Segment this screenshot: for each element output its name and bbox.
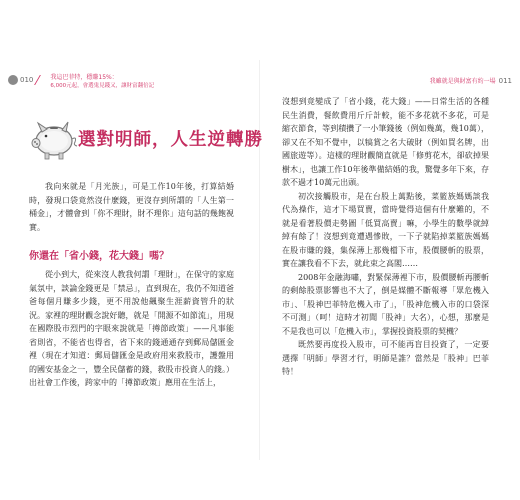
left-header-text — [50, 74, 154, 90]
right-body-paragraph: 初次接觸股市，是在台股上萬點後，菜籃族媽媽談我代為操作，這才下場買賣，當時覺得這個有什麼難的，不就是看著股價走勢圖「低買高賣」嘛，小學生的數學就綽綽有餘了！沒想到竟遭遇慘敗，一下子就陷掉菜籃族媽媽在股市賺的錢，集保薄上那幾檔下市，股價腰斬的股票，實在讓我看不下去，就此束之高閣…… — [282, 191, 489, 268]
right-body-paragraph: 2008年金融海嘯，對緊保薄裡下市，股價腰斬再腰斬的剩餘股票影響也不大了，倒是媒體不斷報導「眾危機入市」、「股神巴菲特危機入市了」，「股神危機入市的口袋深不可測」（呵！這時才初聞「股神」大名），心想，那麼是不是我也可以「危機入市」，掌握投資股票的契機？ — [282, 272, 489, 336]
right-body-paragraphs — [282, 95, 489, 379]
left-body — [29, 268, 234, 390]
chapter-title-block — [28, 112, 263, 172]
left-header-line1: 我這巴菲特，穩賺15%： — [50, 74, 118, 81]
chapter-title: 選對明師，人生逆轉勝 — [78, 130, 263, 150]
right-body-paragraph: 沒想到竟變成了「省小錢，花大錢」——日常生活的各種民生消費，餐飲費用斤斤計較，能不多花就不多花，可是縮衣節食，等到積攢了一小筆錢後（例如幾萬，幾10萬），卻又在不知不覺中，以犒賞之名大破財（例如買名牌，出國旅遊等）。這樣的理財觀簡直就是「修剪花木，卻砍掉果樹木」，也讓工作10年後準備結婚的我，驚覺多年下來，存款不過才10萬元出頭。 — [282, 97, 489, 187]
left-page-number: 010 — [20, 76, 34, 84]
left-body-text: 從小到大，從來沒人教我何謂「理財」，在保守的家庭氣氛中，談論金錢更是「禁忌」，直到現在，我仍不知道爸爸每個月賺多少錢，更不用說他飆聚生涯薪資管升的狀況。家裡的理財觀念說好聽，就是「開源不如節流」，用現在國際股市烈門的字眼來說就是「撙節政策」——凡事能省則省，不能省也得省，省下來的錢通通存到郵局儲匯金裡（現在才知道：郵局儲匯金是政府用來救股市，護盤用的國安基金之一，豐全民儲蓄的錢，救股市投資人的錢。）出社會工作後，跨家中的「撙節政策」應用在生活上， — [29, 270, 234, 387]
right-body-paragraph: 既然要再度投入股市，可不能再盲目投資了，一定要選擇「明師」學習才行，明師是誰？當然是「股神」巴菲特！ — [282, 340, 489, 376]
intro-paragraph — [29, 180, 234, 234]
piggy-bank-icon — [28, 112, 80, 164]
right-running-header — [430, 76, 512, 85]
right-body — [282, 95, 489, 379]
right-header-text: 我雖就是與財富有約一場 — [429, 78, 496, 85]
right-page-number: 011 — [498, 76, 512, 85]
left-header-line2: 6,000元起，會選鬼見錢又，讓財富翻倍記 — [50, 83, 155, 89]
left-running-header — [8, 74, 154, 90]
header-divider — [34, 75, 51, 85]
page-marker-icon — [8, 75, 18, 85]
section-heading: 你還在「省小錢，花大錢」嗎？ — [29, 251, 169, 262]
intro-text: 我向來就是「月光族」，可是工作10年後，打算結婚時，發現口袋竟然沒什麼錢，更沒存到所謂的「人生第一桶金」，才體會到「你不理財，財不理你」這句話的幾飽視實。 — [29, 182, 234, 232]
